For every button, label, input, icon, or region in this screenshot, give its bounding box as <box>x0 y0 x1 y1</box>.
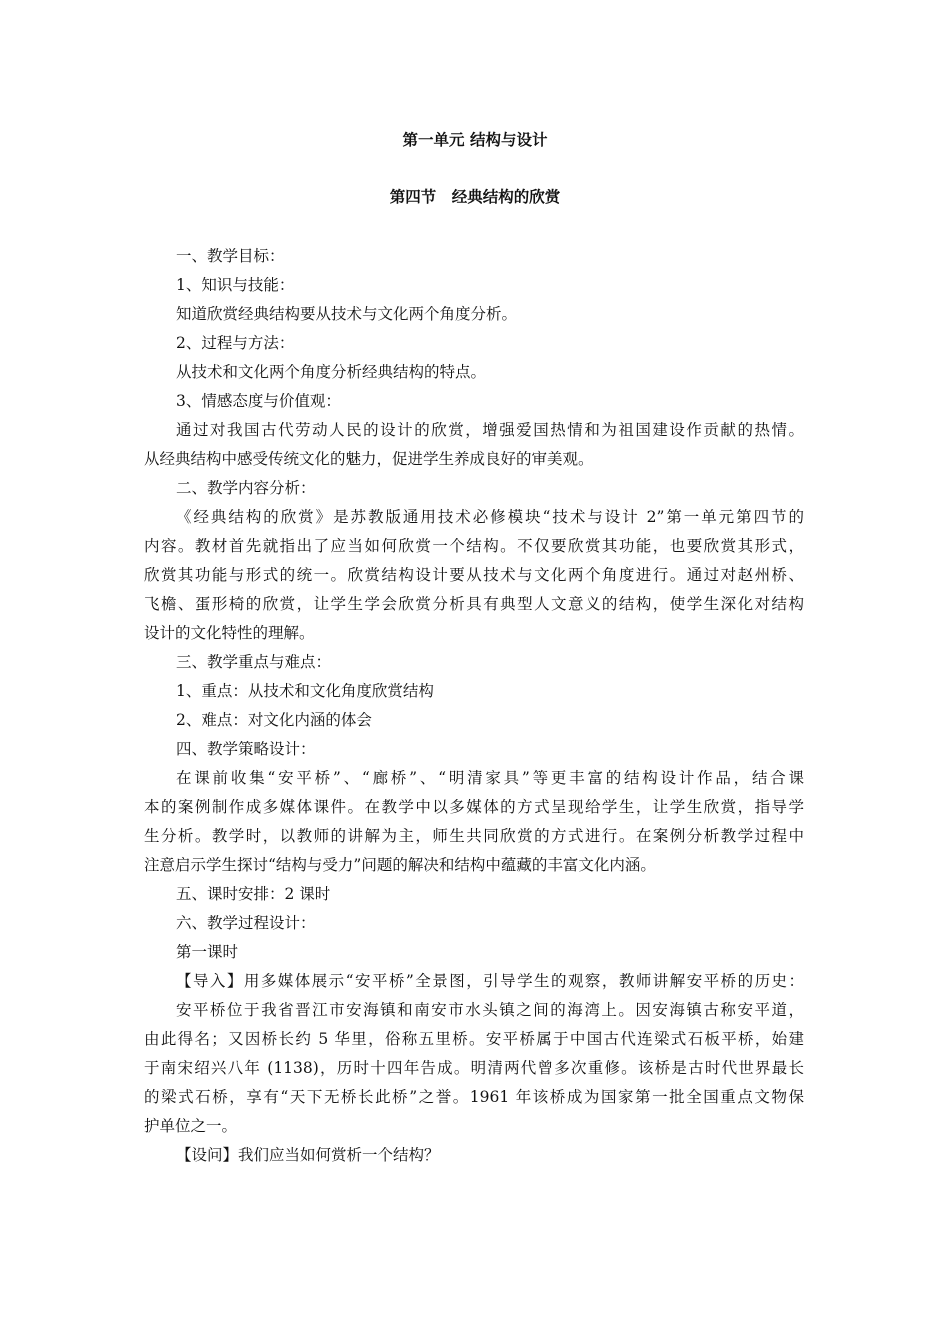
paragraph-line: 五、课时安排：2 课时 <box>176 885 331 903</box>
paragraph-line: 第一课时 <box>176 943 239 961</box>
paragraph-line: 在课前收集“安平桥”、“廊桥”、“明清家具”等更丰富的结构设计作品，结合课 <box>176 769 804 787</box>
paragraph-line: 二、教学内容分析： <box>176 479 316 497</box>
paragraph-line: 2、过程与方法： <box>176 334 295 352</box>
paragraph-line: 于南宋绍兴八年 (1138)，历时十四年告成。明清两代曾多次重修。该桥是古时代世界最长 <box>144 1059 804 1077</box>
paragraph-line: 【导入】用多媒体展示“安平桥”全景图，引导学生的观察，教师讲解安平桥的历史： <box>176 972 804 990</box>
paragraph-line: 欣赏其功能与形式的统一。欣赏结构设计要从技术与文化两个角度进行。通过对赵州桥、 <box>144 566 804 584</box>
paragraph-line: 2、难点：对文化内涵的体会 <box>176 711 372 729</box>
paragraph-line: 一、教学目标： <box>176 247 285 265</box>
paragraph-line: 生分析。教学时，以教师的讲解为主，师生共同欣赏的方式进行。在案例分析教学过程中 <box>144 827 804 845</box>
paragraph-line: 护单位之一。 <box>144 1117 238 1135</box>
paragraph-line: 四、教学策略设计： <box>176 740 316 758</box>
paragraph-line: 飞檐、蛋形椅的欣赏，让学生学会欣赏分析具有典型人文意义的结构，使学生深化对结构 <box>144 595 804 613</box>
paragraph-line: 设计的文化特性的理解。 <box>144 624 315 642</box>
paragraph-line: 【设问】我们应当如何赏析一个结构？ <box>176 1146 440 1164</box>
paragraph-line: 本的案例制作成多媒体课件。在教学中以多媒体的方式呈现给学生，让学生欣赏，指导学 <box>144 798 804 816</box>
paragraph-line: 3、情感态度与价值观： <box>176 392 341 410</box>
paragraph-line: 内容。教材首先就指出了应当如何欣赏一个结构。不仅要欣赏其功能，也要欣赏其形式， <box>144 537 804 555</box>
document-body <box>144 242 804 1170</box>
paragraph-line: 的梁式石桥，享有“天下无桥长此桥”之誉。1961 年该桥成为国家第一批全国重点文物保 <box>144 1088 804 1106</box>
paragraph-line: 1、知识与技能： <box>176 276 295 294</box>
paragraph-line: 安平桥位于我省晋江市安海镇和南安市水头镇之间的海湾上。因安海镇古称安平道， <box>176 1001 804 1019</box>
paragraph-line: 1、重点：从技术和文化角度欣赏结构 <box>176 682 434 700</box>
paragraph-line: 三、教学重点与难点： <box>176 653 332 671</box>
paragraph-line: 注意启示学生探讨“结构与受力”问题的解决和结构中蕴藏的丰富文化内涵。 <box>144 856 656 874</box>
paragraph-line: 从经典结构中感受传统文化的魅力，促进学生养成良好的审美观。 <box>144 450 594 468</box>
paragraph-line: 从技术和文化两个角度分析经典结构的特点。 <box>176 363 487 381</box>
paragraph-line: 《经典结构的欣赏》是苏教版通用技术必修模块“技术与设计 2”第一单元第四节的 <box>176 508 804 526</box>
paragraph-line: 知道欣赏经典结构要从技术与文化两个角度分析。 <box>176 305 518 323</box>
paragraph-line: 通过对我国古代劳动人民的设计的欣赏，增强爱国热情和为祖国建设作贡献的热情。 <box>176 421 804 439</box>
section-title: 第四节 经典结构的欣赏 <box>389 188 561 206</box>
paragraph-line: 由此得名；又因桥长约 5 华里，俗称五里桥。安平桥属于中国古代连梁式石板平桥，始建 <box>144 1030 804 1048</box>
unit-title: 第一单元 结构与设计 <box>402 131 548 149</box>
paragraph-line: 六、教学过程设计： <box>176 914 316 932</box>
